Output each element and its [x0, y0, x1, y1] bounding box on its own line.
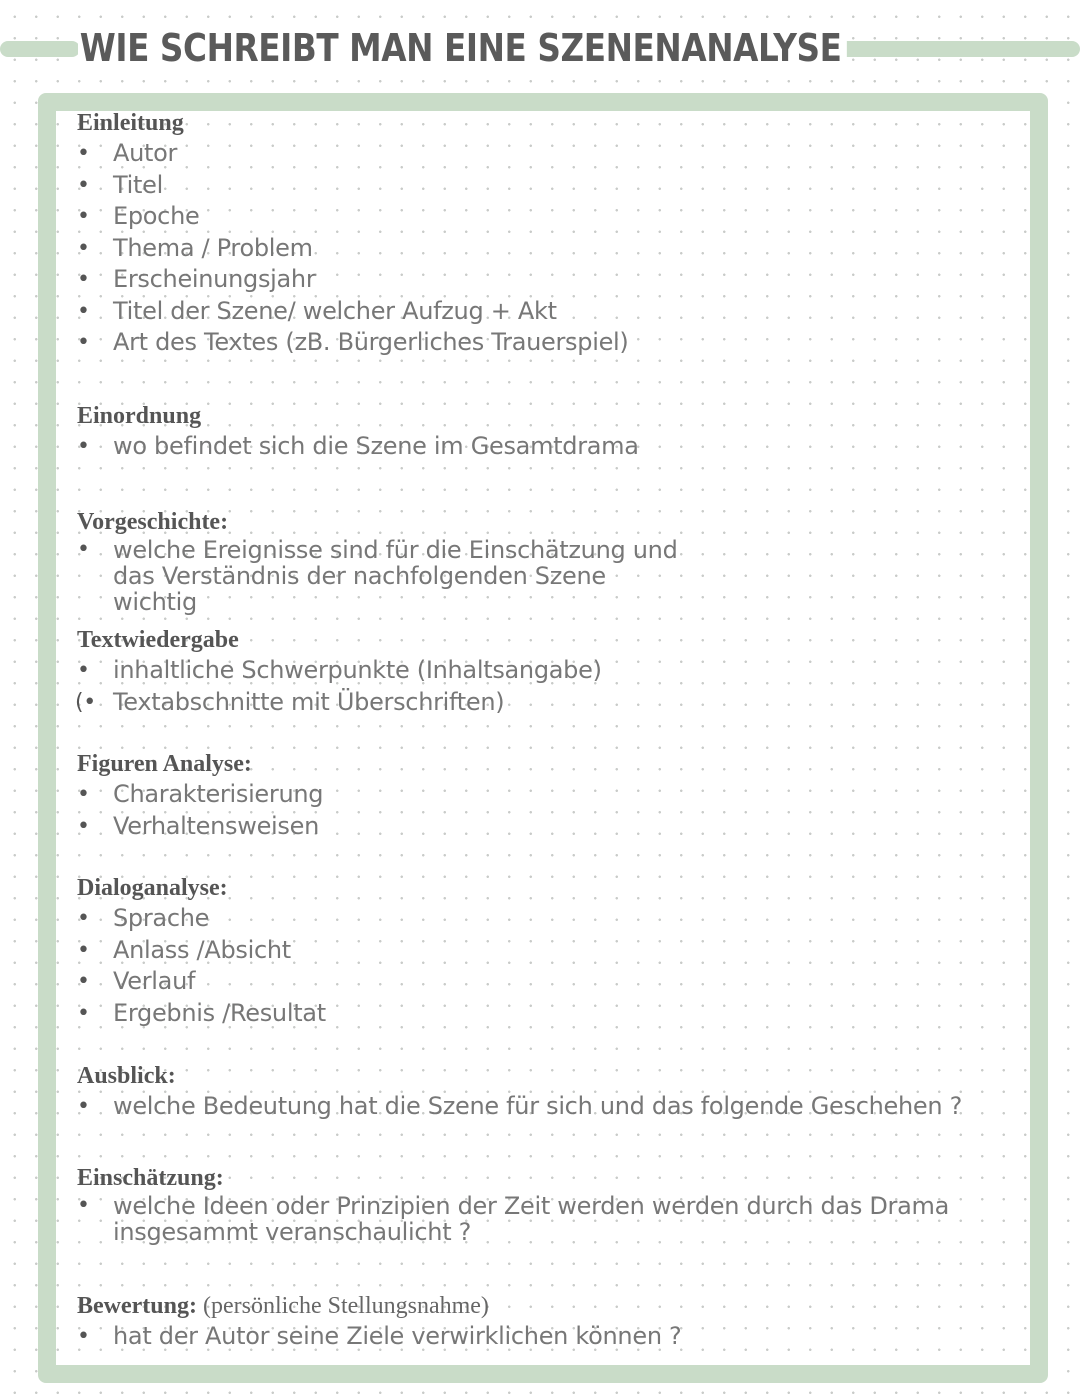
title-rule-left: [0, 41, 80, 57]
list-item: • welche Ereignisse sind für die Einschätzung und das Verständnis der nachfolgenden Szene wichtig: [77, 537, 697, 615]
list-item: • Anlass /Absicht: [77, 935, 1037, 967]
list-item: • welche Bedeutung hat die Szene für sich und das folgende Geschehen ?: [77, 1091, 1037, 1123]
section-einleitung: [77, 108, 1037, 359]
bullet-list: [77, 1321, 1037, 1353]
list-item: • inhaltliche Schwerpunkte (Inhaltsangabe): [77, 655, 1037, 687]
list-item: • Art des Textes (zB. Bürgerliches Trauerspiel): [77, 327, 1037, 359]
bullet-list: [77, 655, 1037, 718]
list-item: • Verhaltensweisen: [77, 811, 1037, 843]
section-heading-row: [77, 1291, 1037, 1321]
section-heading: Einschätzung:: [77, 1165, 224, 1191]
section-subheading: (persönliche Stellungsnahme): [202, 1293, 489, 1319]
section-figuren-analyse: [77, 749, 1037, 842]
list-item: • welche Ideen oder Prinzipien der Zeit werden werden durch das Drama insgesammt veranschaulicht ?: [77, 1193, 1007, 1245]
section-heading: Vorgeschichte:: [77, 509, 229, 535]
bullet-list: [77, 537, 697, 615]
section-heading: Figuren Analyse:: [77, 751, 252, 777]
list-item: • Thema / Problem: [77, 233, 1037, 265]
section-einschaetzung: [77, 1163, 1007, 1245]
section-bewertung: [77, 1291, 1037, 1353]
section-ausblick: [77, 1061, 1037, 1123]
list-item: • Ergebnis /Resultat: [77, 998, 1037, 1030]
section-heading: Ausblick:: [77, 1063, 176, 1089]
section-heading: Einleitung: [77, 110, 184, 136]
list-item: • Sprache: [77, 903, 1037, 935]
list-item: • Epoche: [77, 201, 1037, 233]
section-heading: Einordnung: [77, 403, 202, 429]
list-item: • Autor: [77, 138, 1037, 170]
list-item: • Erscheinungsjahr: [77, 264, 1037, 296]
list-item: (• Textabschnitte mit Überschriften): [77, 687, 1037, 719]
section-heading: Textwiedergabe: [77, 627, 239, 653]
bullet-list: [77, 1091, 1037, 1123]
section-dialoganalyse: [77, 873, 1037, 1029]
list-item: • Titel: [77, 170, 1037, 202]
section-heading: Dialoganalyse:: [77, 875, 228, 901]
list-item: • hat der Autor seine Ziele verwirklichen können ?: [77, 1321, 1037, 1353]
title-row: [0, 22, 1080, 74]
section-vorgeschichte: [77, 507, 697, 615]
bullet-list: [77, 431, 1037, 463]
list-item: • Charakterisierung: [77, 779, 1037, 811]
list-item: • Verlauf: [77, 966, 1037, 998]
list-item: • wo befindet sich die Szene im Gesamtdrama: [77, 431, 1037, 463]
bullet-list: [77, 1193, 1007, 1245]
bullet-list: [77, 903, 1037, 1029]
list-item: • Titel der Szene/ welcher Aufzug + Akt: [77, 296, 1037, 328]
page-title: WIE SCHREIBT MAN EINE SZENENANALYSE: [78, 24, 847, 72]
section-einordnung: [77, 401, 1037, 463]
bullet-list: [77, 779, 1037, 842]
bullet-list: [77, 138, 1037, 359]
section-textwiedergabe: [77, 625, 1037, 718]
section-heading: Bewertung:: [77, 1293, 197, 1319]
